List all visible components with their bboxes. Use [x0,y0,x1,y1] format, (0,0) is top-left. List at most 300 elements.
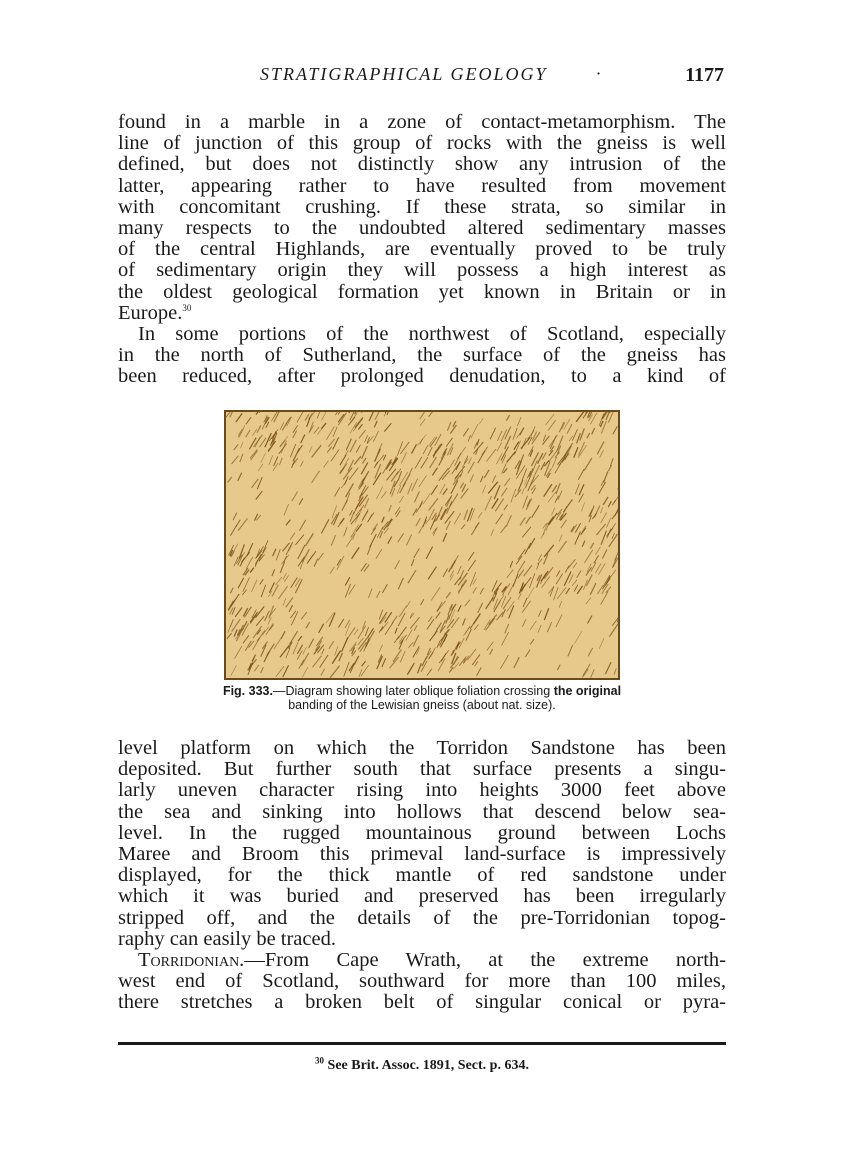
text-line: which it was buried and preserved has been irregularly [118,885,726,908]
hatch-stroke [584,458,592,470]
hatch-stroke [331,450,339,462]
hatch-stroke [400,635,407,644]
hatch-stroke [582,541,585,547]
hatch-stroke [413,646,419,657]
section-heading: Torridonian. [138,949,245,971]
hatch-stroke [552,508,555,515]
hatch-stroke [501,488,507,497]
hatch-stroke [350,510,353,515]
hatch-stroke [518,561,525,573]
text-line: line of junction of this group of rocks with the gneiss is well [118,132,726,155]
hatch-stroke [399,471,402,478]
hatch-stroke [388,537,392,544]
hatch-stroke [465,600,470,606]
hatch-stroke [269,625,274,631]
hatch-stroke [485,496,492,511]
hatch-stroke [566,588,570,594]
hatch-stroke [276,549,280,560]
hatch-stroke [297,445,302,452]
hatch-stroke [306,622,310,628]
caption-bold-text: the original [553,684,622,698]
hatch-stroke [297,645,302,654]
hatch-stroke [470,474,474,482]
hatch-stroke [284,504,289,515]
hatch-stroke [354,629,358,635]
hatch-stroke [568,559,575,568]
hatch-stroke [345,584,350,598]
hatch-stroke [588,616,593,624]
hatch-stroke [292,461,295,468]
hatch-stroke [375,412,380,420]
hatch-stroke [458,584,462,594]
hatch-stroke [548,517,553,525]
hatch-stroke [408,570,416,583]
hatch-stroke [461,524,465,529]
hatch-stroke [394,636,399,643]
hatch-stroke [592,428,595,434]
hatch-stroke [491,529,494,536]
text-line: In some portions of the northwest of Scotland, especially [138,323,726,345]
hatch-stroke [329,641,334,649]
hatch-stroke [520,518,525,526]
hatch-stroke [386,469,396,481]
hatch-stroke [443,489,448,495]
hatch-stroke [331,535,335,546]
hatch-stroke [447,422,451,431]
gneiss-foliation-diagram [224,410,620,680]
hatch-stroke [471,424,478,438]
hatch-stroke [339,619,344,628]
hatch-stroke [456,462,460,470]
hatch-stroke [333,437,339,449]
hatch-stroke [398,613,405,626]
hatch-stroke [574,631,581,644]
hatch-stroke [298,636,302,641]
hatch-stroke [397,442,402,456]
hatch-stroke [231,594,239,607]
hatch-stroke [327,447,332,453]
hatch-stroke [420,412,427,419]
hatch-stroke [575,484,579,494]
hatch-stroke [530,639,534,644]
hatch-stroke [480,588,483,594]
text-line: found in a marble in a zone of contact-metamorphism. The [118,111,726,133]
paragraph-3 [118,738,726,950]
hatch-stroke [490,649,493,655]
hatch-stroke [578,469,584,480]
hatch-stroke [517,417,521,426]
hatch-stroke [382,658,386,667]
hatch-stroke [335,646,338,655]
hatch-stroke [440,620,445,632]
hatch-stroke [430,457,437,468]
hatch-stroke [564,419,570,430]
hatch-stroke [497,443,502,452]
hatch-stroke [528,587,535,598]
hatch-stroke [345,623,350,636]
hatch-stroke [241,552,249,562]
hatch-stroke [374,462,377,468]
hatch-stroke [321,412,327,420]
hatch-stroke [228,626,231,633]
hatch-stroke [407,663,414,675]
hatch-stroke [463,428,468,436]
hatch-stroke [413,635,418,646]
hatch-stroke [437,623,442,630]
hatch-stroke [302,667,308,678]
hatch-stroke [450,570,454,577]
hatch-stroke [561,520,567,529]
hatch-stroke [462,459,468,468]
hatch-stroke [518,593,522,599]
hatch-stroke [326,426,334,440]
hatch-stroke [474,625,478,631]
hatch-stroke [234,630,237,637]
hatch-stroke [550,587,554,597]
hatch-stroke [443,533,447,542]
hatch-stroke [390,657,399,668]
hatch-stroke [470,508,475,520]
text-line: defined, but does not distinctly show any intrusion of the [118,153,726,176]
hatch-stroke [345,577,350,585]
hatch-stroke [427,669,432,676]
hatch-stroke [590,506,595,517]
hatch-stroke [449,667,453,672]
hatch-stroke [301,435,305,444]
hatch-stroke [313,656,322,668]
hatch-stroke [458,605,461,612]
hatch-stroke [604,471,608,482]
hatch-stroke [232,456,239,464]
hatch-stroke [242,590,246,595]
hatch-stroke [601,513,607,524]
hatch-stroke [298,545,305,559]
hatch-stroke [414,626,417,631]
hatch-stroke [321,519,329,533]
hatch-stroke [610,458,613,466]
text-line: the oldest geological formation yet known in Britain or in [118,280,726,303]
hatch-stroke [423,445,428,454]
hatch-stroke [460,483,463,489]
figure-caption [172,684,672,712]
hatch-stroke [345,450,349,457]
hatch-stroke [539,610,542,617]
hatch-stroke [280,646,289,658]
hatch-stroke [500,655,508,669]
hatch-stroke [467,508,472,522]
hatch-stroke [328,439,334,447]
hatch-stroke [298,557,305,567]
hatch-stroke [382,517,385,523]
hatch-stroke [474,442,477,448]
hatch-stroke [233,513,237,521]
hatch-stroke [352,547,360,558]
hatch-stroke [306,533,314,546]
hatch-stroke [322,649,325,655]
hatch-stroke [230,619,233,626]
hatch-stroke [373,524,378,531]
hatch-stroke [529,538,535,548]
hatch-stroke [464,510,468,520]
header-dot: · [596,64,602,83]
hatch-stroke [273,549,276,556]
hatch-stroke [375,449,381,462]
hatch-stroke [362,471,368,482]
paragraph-4 [118,950,726,1014]
text-line: larly uneven character rising into heights 3000 feet above [118,779,726,802]
hatch-stroke [268,618,271,625]
text-line: in the north of Sutherland, the surface of the gneiss has [118,344,726,367]
hatch-stroke [507,570,514,578]
hatch-stroke [608,412,613,423]
hatch-stroke [441,508,448,520]
hatch-stroke [374,421,377,427]
hatch-stroke [482,447,488,456]
text-line: been reduced, after prolonged denudation, to a kind of [118,365,726,388]
hatch-stroke [235,608,242,617]
hatch-stroke [574,585,578,592]
hatch-stroke [414,548,420,558]
hatch-stroke [290,631,298,644]
hatch-stroke [398,533,404,542]
hatch-stroke [586,598,591,604]
hatch-stroke [279,458,282,465]
caption-text-2: banding of the Lewisian gneiss (about nat. size). [288,698,556,712]
hatch-stroke [492,475,495,483]
hatch-stroke [240,454,243,462]
hatch-stroke [608,465,611,471]
hatch-stroke [358,424,362,429]
hatch-stroke [468,552,474,561]
hatch-stroke [412,479,418,492]
hatch-stroke [427,619,434,629]
hatch-stroke [468,458,471,465]
hatch-stroke [522,488,525,495]
hatch-stroke [261,453,266,463]
hatch-stroke [552,457,556,468]
hatch-stroke [432,468,437,476]
text-fragment: Europe. [118,301,183,324]
hatch-stroke [299,520,305,531]
hatch-stroke [573,563,577,569]
hatch-stroke [274,637,282,648]
hatch-stroke [436,612,441,618]
hatch-stroke [486,449,496,462]
hatch-stroke [610,570,616,579]
hatch-stroke [261,667,264,673]
hatch-stroke [488,482,498,494]
hatch-stroke [258,464,263,471]
hatch-stroke [431,587,440,600]
hatch-stroke [291,578,298,588]
hatch-stroke [303,647,307,654]
hatch-stroke [260,579,264,584]
hatch-stroke [390,481,395,494]
hatch-stroke [573,429,578,440]
hatch-stroke [525,543,531,554]
paragraph-1 [118,112,726,324]
hatch-stroke [541,533,545,539]
hatch-stroke [284,556,287,563]
hatch-stroke [467,649,476,660]
hatch-stroke [227,633,232,639]
hatch-stroke [600,450,604,458]
hatch-stroke [238,578,244,588]
hatch-stroke [529,573,535,588]
hatch-stroke [302,653,309,666]
hatch-stroke [269,455,273,465]
hatch-stroke [293,425,298,432]
hatch-stroke [538,625,541,633]
hatch-stroke [607,529,611,538]
hatch-stroke [309,446,312,453]
hatch-stroke [538,559,543,565]
hatch-stroke [230,412,235,417]
hatch-stroke [290,444,295,457]
hatch-stroke [301,612,307,619]
hatch-stroke [583,664,591,676]
hatch-stroke [344,662,350,677]
hatch-stroke [230,588,233,594]
hatch-stroke [241,442,244,448]
hatch-stroke [416,518,420,526]
hatch-stroke [522,619,526,626]
hatch-stroke [381,491,386,498]
hatch-stroke [437,641,440,648]
text-line: of sedimentary origin they will possess a high interest as [118,259,726,282]
hatch-stroke [314,427,320,434]
hatch-stroke [395,628,397,634]
hatch-stroke [597,442,604,455]
hatch-stroke [256,412,266,415]
hatch-stroke [556,483,560,494]
hatch-stroke [362,509,369,522]
hatch-stroke [564,572,571,586]
hatch-stroke [473,587,477,593]
hatch-stroke [321,669,325,676]
hatch-stroke [339,653,343,661]
hatch-stroke [448,460,454,471]
hatch-stroke [399,639,403,649]
hatch-stroke [400,483,406,494]
hatch-stroke [415,457,422,469]
hatch-stroke [429,498,438,510]
hatch-stroke [272,569,275,576]
text-line: displayed, for the thick mantle of red sandstone under [118,864,726,887]
hatch-stroke [509,606,514,619]
hatch-stroke [496,514,503,524]
hatch-stroke [346,484,354,498]
hatch-stroke [256,616,264,626]
hatch-stroke [484,470,489,478]
hatch-stroke [379,610,383,620]
hatch-stroke [579,484,584,495]
hatch-stroke [341,480,346,488]
hatch-stroke [273,463,278,471]
hatch-stroke [368,589,372,598]
hatch-stroke [580,429,584,441]
hatch-stroke [344,527,347,536]
hatch-stroke [363,458,367,464]
hatch-stroke [482,485,486,493]
hatch-stroke [408,483,413,494]
hatch-stroke [290,533,295,540]
hatch-stroke [596,547,601,555]
hatch-stroke [582,669,588,678]
hatch-stroke [565,566,569,573]
hatch-stroke [587,433,590,438]
hatch-stroke [590,543,593,549]
hatch-stroke [544,545,554,557]
hatch-stroke [335,487,340,496]
hatch-stroke [393,650,401,662]
running-title: STRATIGRAPHICAL GEOLOGY [260,64,548,84]
figure-label: Fig. 333. [222,684,273,698]
hatch-stroke [362,446,368,459]
hatch-stroke [574,447,578,458]
hatch-stroke [261,585,266,598]
hatch-stroke [369,412,374,421]
hatch-stroke [398,578,403,589]
hatch-stroke [399,606,407,617]
hatch-stroke [336,652,340,659]
hatch-stroke [361,412,368,413]
page-number: 1177 [685,64,724,86]
hatch-stroke [415,491,420,502]
hatch-stroke [544,567,553,579]
hatch-stroke [276,577,282,585]
hatch-stroke [426,547,432,559]
hatch-stroke [246,417,251,424]
hatch-stroke [548,492,556,502]
hatch-stroke [493,498,498,506]
hatch-stroke [530,450,533,457]
hatch-stroke [494,485,500,499]
hatch-stroke [552,485,557,492]
hatch-stroke [295,535,304,545]
hatch-stroke [585,550,593,563]
hatch-stroke [228,477,232,483]
hatch-stroke [597,524,606,535]
hatch-stroke [524,565,532,576]
hatch-stroke [358,626,366,639]
hatch-stroke [559,601,562,608]
hatch-stroke [377,591,380,598]
hatch-stroke [446,438,452,447]
hatch-stroke [383,460,391,474]
hatch-stroke [251,451,258,461]
hatch-stroke [420,501,423,508]
hatch-stroke [461,489,469,499]
hatch-stroke [594,555,599,563]
hatch-stroke [342,637,348,651]
hatch-stroke [505,624,509,634]
hatch-stroke [618,479,619,489]
hatch-stroke [526,650,531,657]
hatch-stroke [286,520,291,526]
hatch-stroke [399,496,403,503]
hatch-stroke [395,560,400,569]
hatch-stroke [292,492,298,502]
hatch-stroke [312,445,322,457]
hatch-stroke [607,518,611,527]
hatch-stroke [291,611,298,625]
hatch-stroke [449,561,456,572]
hatch-stroke [421,599,424,605]
hatch-stroke [420,419,425,426]
hatch-stroke [599,638,604,649]
hatch-stroke [410,468,413,474]
